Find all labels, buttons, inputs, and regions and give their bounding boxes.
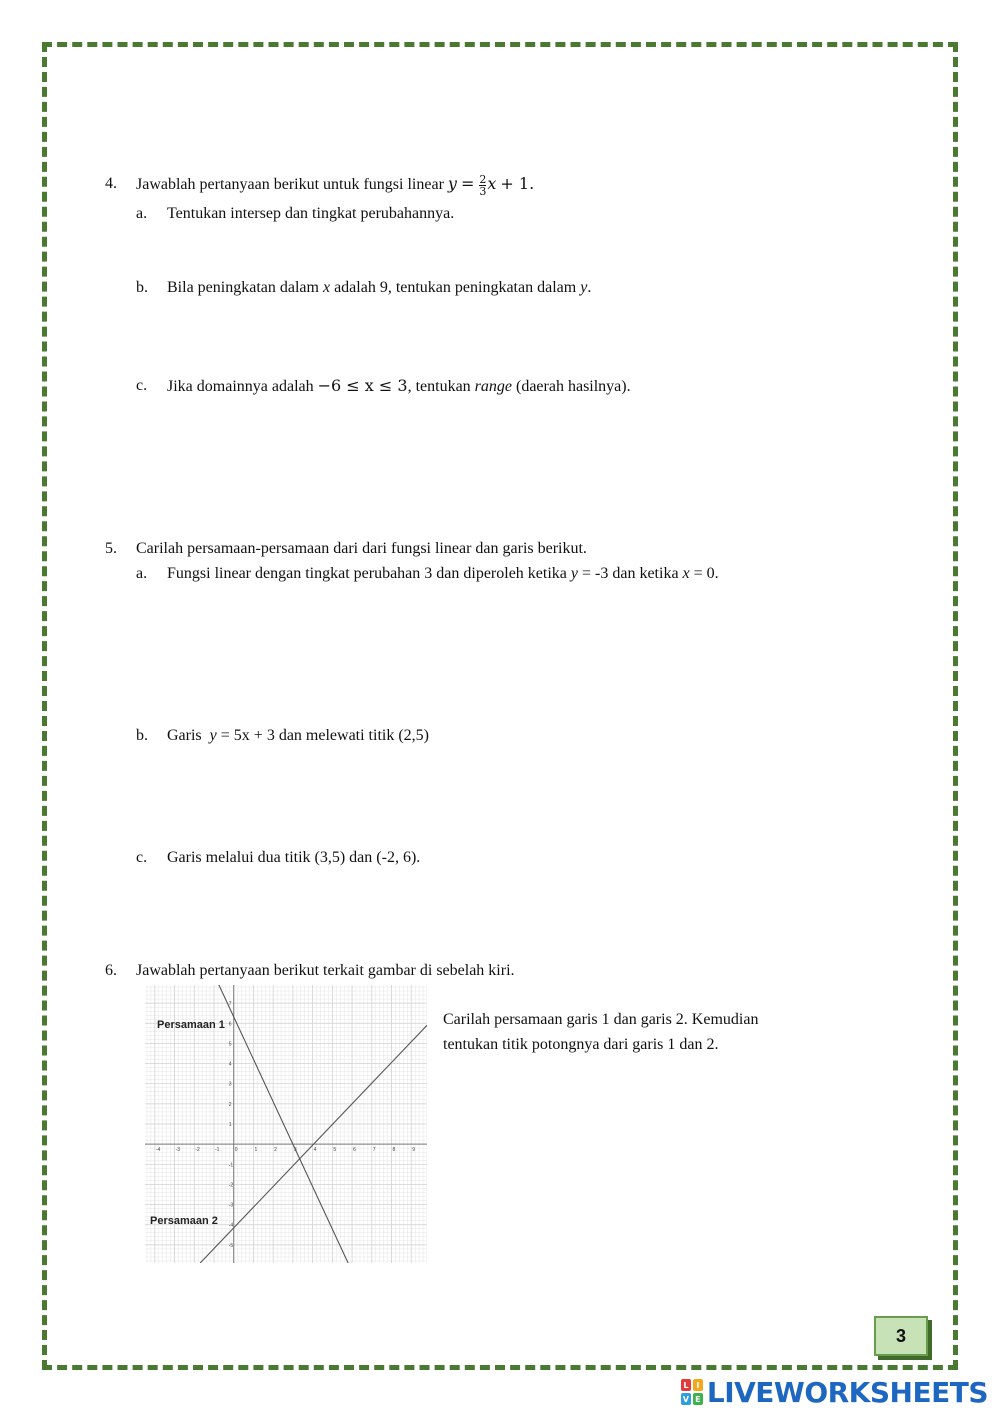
graph-label-persamaan-1: Persamaan 1 xyxy=(157,1019,225,1031)
q4a-text: Tentukan intersep dan tingkat perubahannya. xyxy=(167,205,455,222)
q4-frac-num: 2 xyxy=(479,173,487,186)
y-tick-label: 5 xyxy=(228,1041,232,1048)
q4-eq-equals: = xyxy=(460,174,475,194)
liveworksheets-icon: L I V E xyxy=(681,1379,703,1405)
x-tick-label: 4 xyxy=(313,1147,317,1154)
x-tick-label: 0 xyxy=(234,1147,238,1154)
x-tick-label: 6 xyxy=(353,1147,356,1154)
q5c-letter: c. xyxy=(136,849,148,866)
q4-frac-den: 3 xyxy=(479,185,487,198)
q4c-letter: c. xyxy=(136,377,148,394)
x-tick-label: -3 xyxy=(175,1147,181,1154)
x-tick-label: 9 xyxy=(412,1147,416,1154)
line-graph xyxy=(145,985,427,1263)
page-number: 3 xyxy=(874,1316,928,1356)
q5-number: 5. xyxy=(105,540,117,557)
q5a-letter: a. xyxy=(136,565,148,582)
q4-number: 4. xyxy=(105,175,117,192)
q4-fraction xyxy=(479,174,486,197)
q6-number: 6. xyxy=(105,962,117,979)
x-tick-label: 1 xyxy=(254,1147,258,1154)
q6-side-text-2: tentukan titik potongnya dari garis 1 dan 2. xyxy=(443,1036,719,1053)
q5b-letter: b. xyxy=(136,727,148,744)
q5c-text: Garis melalui dua titik (3,5) dan (-2, 6). xyxy=(167,849,421,866)
y-tick-label: 2 xyxy=(228,1101,232,1108)
y-tick-label: -5 xyxy=(228,1242,234,1249)
y-tick-label: 7 xyxy=(228,1001,232,1008)
q4b-text: Bila peningkatan dalam x adalah 9, tentukan peningkatan dalam y. xyxy=(167,279,592,296)
y-tick-label: 6 xyxy=(228,1021,232,1028)
q4c-text: Jika domainnya adalah −6 ≤ x ≤ 3, tentukan range (daerah hasilnya). xyxy=(167,376,631,395)
q6-text: Jawablah pertanyaan berikut terkait gambar di sebelah kiri. xyxy=(136,962,515,979)
q4b-letter: b. xyxy=(136,279,148,296)
q4-text: Jawablah pertanyaan berikut untuk fungsi linear xyxy=(136,176,444,194)
x-tick-label: 5 xyxy=(333,1147,337,1154)
q4-prompt xyxy=(136,174,534,197)
y-tick-label: 4 xyxy=(228,1061,232,1068)
x-tick-label: 3 xyxy=(293,1147,297,1154)
q4-eq-rest: + 1. xyxy=(500,174,535,194)
x-tick-label: 2 xyxy=(274,1147,277,1154)
liveworksheets-wordmark: LIVEWORKSHEETS xyxy=(706,1375,988,1409)
q5-text: Carilah persamaan-persamaan dari dari fungsi linear dan garis berikut. xyxy=(136,540,587,557)
x-tick-label: -2 xyxy=(195,1147,200,1154)
y-tick-label: 1 xyxy=(228,1122,232,1128)
graph-label-persamaan-2: Persamaan 2 xyxy=(150,1215,218,1227)
y-tick-label: -1 xyxy=(228,1162,234,1169)
x-tick-label: 8 xyxy=(392,1147,396,1154)
x-tick-label: -4 xyxy=(155,1147,161,1154)
y-tick-label: -2 xyxy=(228,1182,234,1189)
q5a-text: Fungsi linear dengan tingkat perubahan 3 dan diperoleh ketika y = -3 dan ketika x = 0. xyxy=(167,565,719,582)
y-tick-label: -3 xyxy=(228,1202,234,1209)
y-tick-label: 3 xyxy=(228,1081,232,1088)
y-tick-label: -4 xyxy=(228,1222,234,1229)
x-tick-label: 7 xyxy=(372,1147,376,1154)
q5b-text: Garis y = 5x + 3 dan melewati titik (2,5) xyxy=(167,727,429,744)
q6-side-text-1: Carilah persamaan garis 1 dan garis 2. Kemudian xyxy=(443,1011,759,1028)
tick-labels xyxy=(156,1001,415,1249)
q4c-domain: −6 ≤ x ≤ 3 xyxy=(317,376,408,395)
q4-eq-y: y xyxy=(447,174,457,194)
liveworksheets-logo xyxy=(681,1376,988,1408)
q4a-letter: a. xyxy=(136,205,148,222)
x-tick-label: -1 xyxy=(215,1147,220,1154)
q4-eq-x: x xyxy=(487,174,497,194)
